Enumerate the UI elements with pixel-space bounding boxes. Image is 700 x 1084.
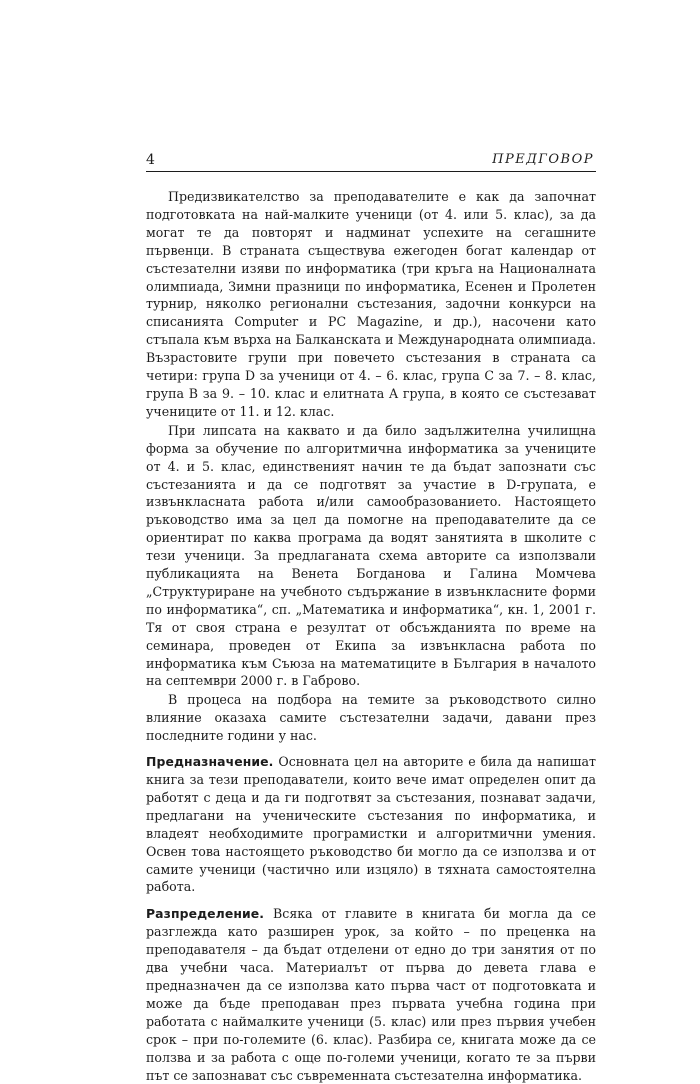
page-number: 4 bbox=[146, 152, 156, 168]
section-distribution-text: Всяка от главите в книгата би могла да се разглежда като разширен урок, за който – по преценка на преподавателя – да бъдат отделени от едно до три занятия от по два учебни часа. Материалът от първа до девета глава е предназначен да се използва като първа част от подготовката и може да бъде преподаван през първата учебна година при работата с наймалките ученици (5. клас) или през първия учебен срок – при по-големите (6. клас). Разбира се, книгата може да се ползва и за работа с още по-големи ученици, когато те за първи път се запознават със съвременната състезателна информатика. bbox=[146, 906, 596, 1083]
paragraph-topic-selection: В процеса на подбора на темите за ръководството силно влияние оказаха самите състезателни задачи, давани през последните години у нас. bbox=[146, 692, 596, 744]
section-purpose-heading: Предназначение. bbox=[146, 754, 274, 770]
paragraph-extracurricular: При липсата на каквато и да било задължителна училищна форма за обучение по алгоритмична информатика за учениците от 4. и 5. клас, единственият начин те да бъдат запознати със състезанията и да се подготвят за участие в D-групата, е извънкласната работа и/или самообразованието. Настоящето ръководство има за цел да помогне на преподавателите да се ориентират по каква програма да водят занятията в школите с тези ученици. За предлаганата схема авторите са използвали публикацията на Венета Богданова и Галина Момчева „Структуриране на учебното съдържание в извънкласните форми по информатика“, сп. „Математика и информатика“, кн. 1, 2001 г. Тя от своя страна е резултат от обсъжданията по време на семинара, проведен от Екипа за извънкласна работа по информатика към Съюза на математиците в България в началото на септември 2000 г. в Габрово. bbox=[146, 422, 596, 689]
section-distribution bbox=[146, 905, 596, 1084]
section-purpose-text: Основната цел на авторите е била да напишат книга за тези преподаватели, които вече имат определен опит да работят с деца и да ги подготвят за състезания, познават задачи, предлагани на ученическите състезания по информатика, и владеят необходимите програмистки и алгоритмични умения. Освен това настоящето ръководство би могло да се използва и от самите ученици (частично или изцяло) в тяхната самостоятелна работа. bbox=[146, 754, 596, 895]
body-text bbox=[146, 188, 596, 1084]
section-distribution-heading: Разпределение. bbox=[146, 906, 265, 922]
header-rule bbox=[146, 171, 596, 172]
section-purpose bbox=[146, 753, 596, 896]
running-title: ПРЕДГОВОР bbox=[492, 152, 594, 167]
paragraph-intro: Предизвикателство за преподавателите е как да започнат подготовката на най-малките ученици (от 4. или 5. клас), за да могат те да повторят и надминат успехите на сегашните първенци. В страната съществува ежегоден богат календар от състезателни изяви по информатика (три кръга на Националната олимпиада, Зимни празници по информатика, Есенен и Пролетен турнир, няколко регионални състезания, задочни конкурси на списанията Computer и PC Magazine, и др.), насочени като стъпала към върха на Балканската и Международната олимпиада. Възрастовите групи при повечето състезания в страната са четири: група D за ученици от 4. – 6. клас, група C за 7. – 8. клас, група B за 9. – 10. клас и елитната A група, в която се състезават учениците от 11. и 12. клас. bbox=[146, 189, 596, 419]
page-header bbox=[146, 150, 596, 172]
